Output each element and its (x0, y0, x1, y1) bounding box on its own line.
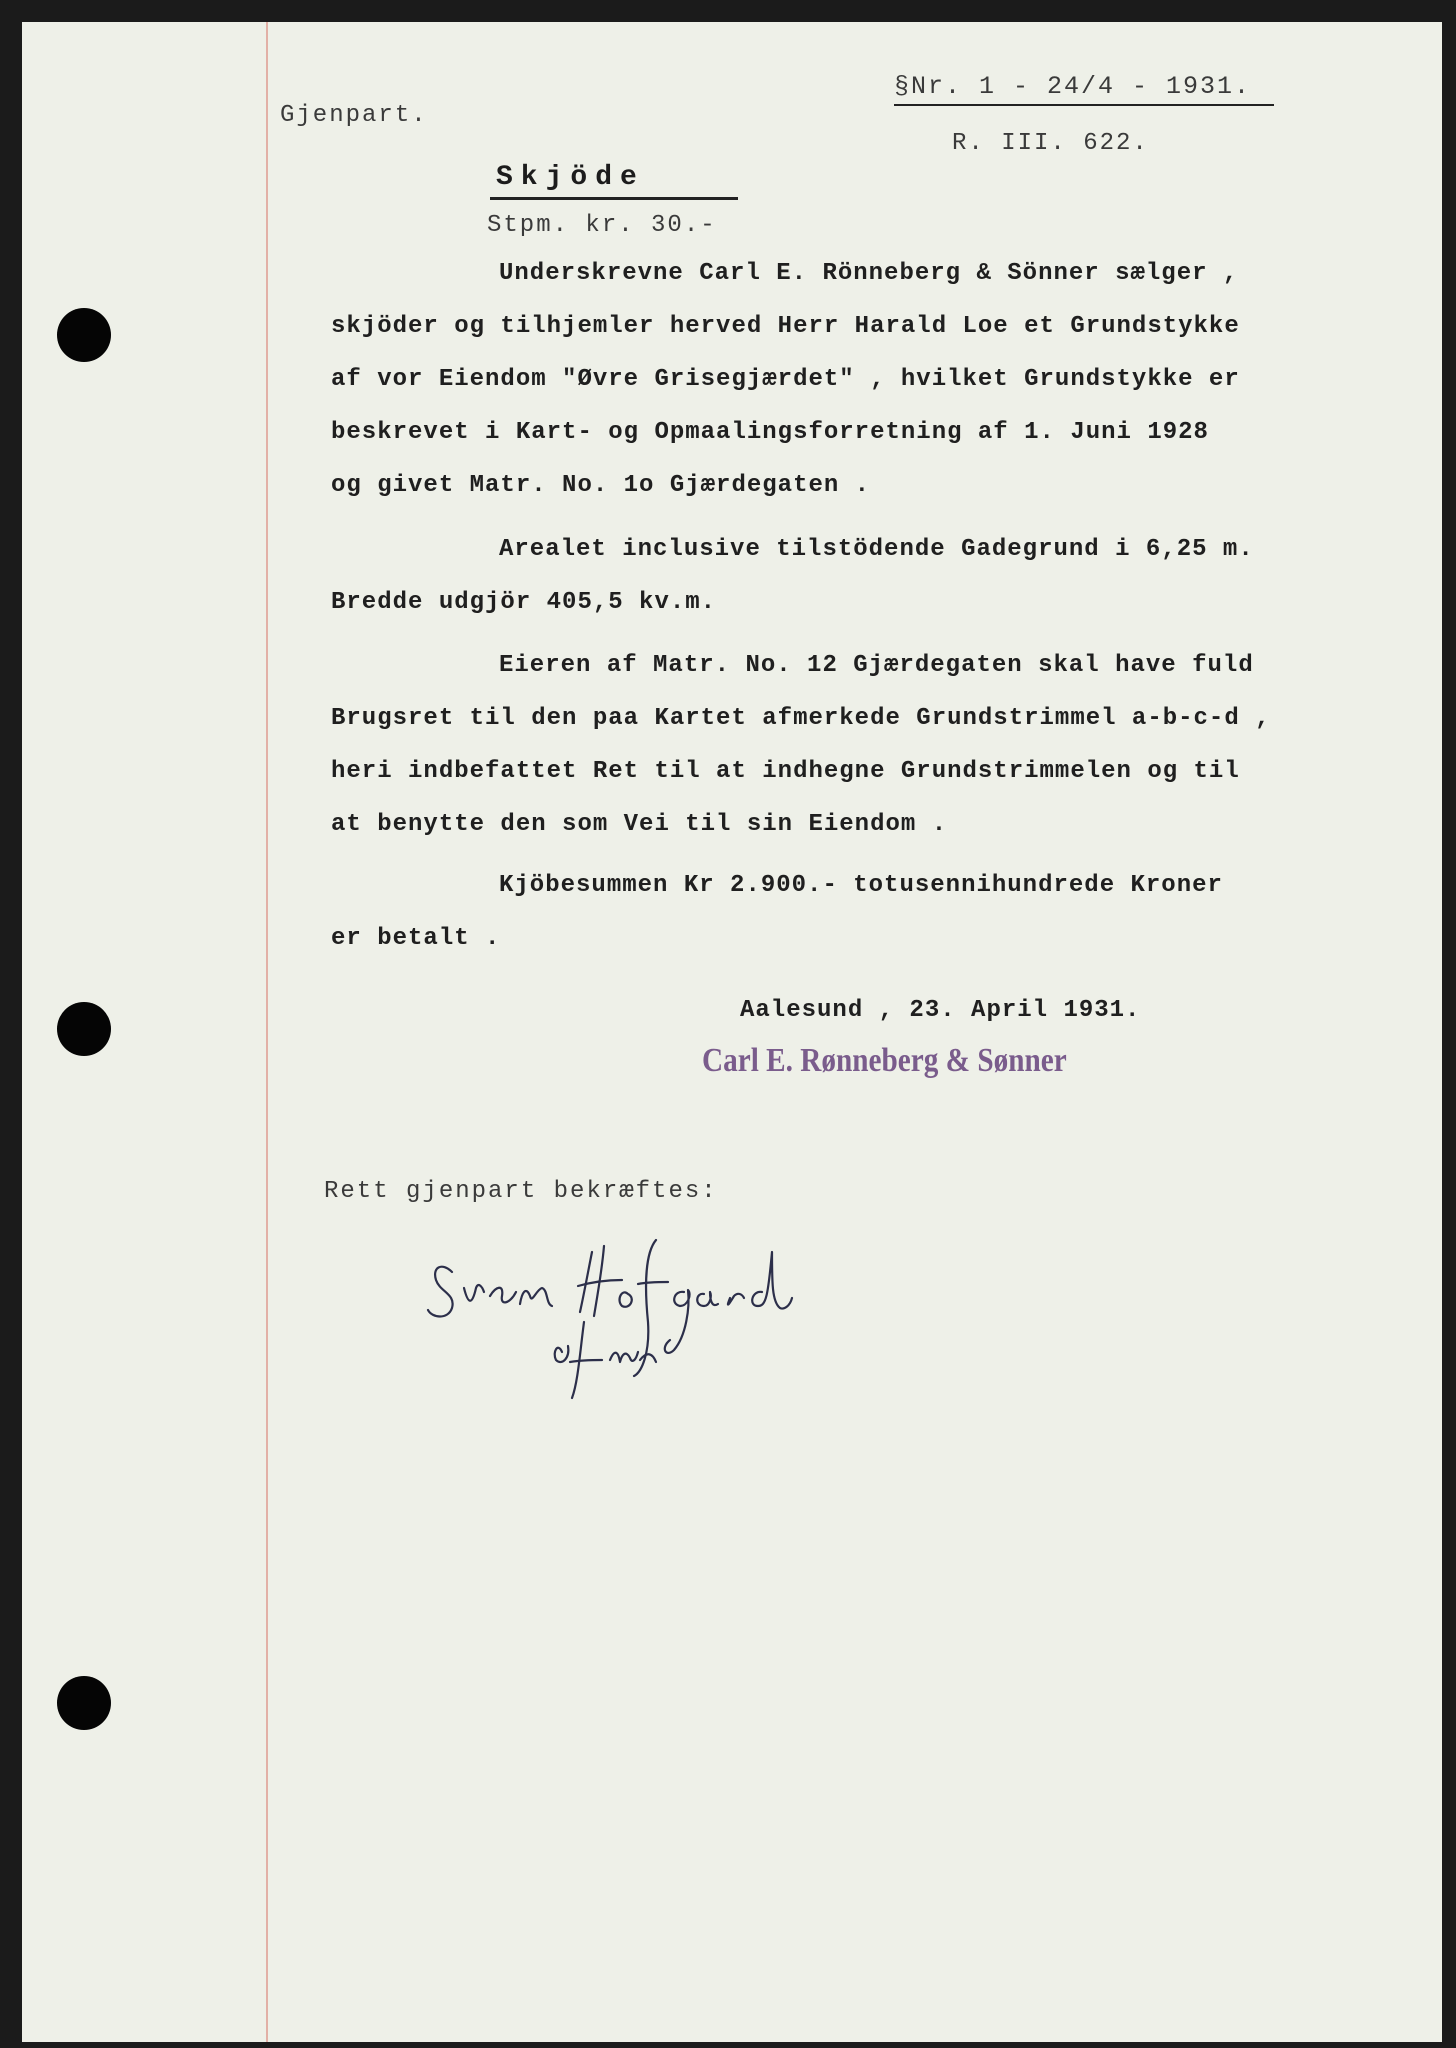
copy-label: Gjenpart. (280, 102, 428, 129)
document-title: Skjöde (496, 162, 645, 193)
deed-line: Kjöbesummen Kr 2.900.- totusennihundrede Kroner (499, 872, 1223, 899)
place-date: Aalesund , 23. April 1931. (740, 997, 1141, 1024)
reference-number: §Nr. 1 - 24/4 - 1931. (894, 72, 1252, 101)
handwritten-signature (412, 1212, 862, 1402)
punch-hole (57, 1676, 111, 1730)
deed-line: heri indbefattet Ret til at indhegne Grundstrimmelen og til (331, 758, 1240, 785)
deed-line: Brugsret til den paa Kartet afmerkede Grundstrimmel a-b-c-d , (331, 705, 1271, 732)
deed-line: Arealet inclusive tilstödende Gadegrund i 6,25 m. (499, 536, 1254, 563)
punch-hole (57, 308, 111, 362)
deed-line: af vor Eiendom "Øvre Grisegjærdet" , hvilket Grundstykke er (331, 366, 1240, 393)
deed-line: Underskrevne Carl E. Rönneberg & Sönner sælger , (499, 260, 1239, 287)
punch-hole (57, 1002, 111, 1056)
deed-line: er betalt . (331, 925, 501, 952)
margin-line (266, 22, 268, 2042)
deed-line: og givet Matr. No. 1o Gjærdegaten . (331, 472, 871, 499)
deed-line: at benytte den som Vei til sin Eiendom . (331, 811, 948, 838)
title-underline (490, 197, 738, 200)
reference-underline (894, 104, 1274, 106)
company-stamp: Carl E. Rønneberg & Sønner (702, 1042, 1067, 1079)
deed-line: Eieren af Matr. No. 12 Gjærdegaten skal have fuld (499, 652, 1254, 679)
stamp-duty: Stpm. kr. 30.- (487, 212, 717, 239)
deed-line: beskrevet i Kart- og Opmaalingsforretning af 1. Juni 1928 (331, 419, 1209, 446)
document-page (22, 22, 1442, 2042)
certification-label: Rett gjenpart bekræftes: (324, 1178, 718, 1205)
deed-line: skjöder og tilhjemler herved Herr Harald Loe et Grundstykke (331, 313, 1240, 340)
register-number: R. III. 622. (952, 130, 1149, 157)
deed-line: Bredde udgjör 405,5 kv.m. (331, 589, 717, 616)
